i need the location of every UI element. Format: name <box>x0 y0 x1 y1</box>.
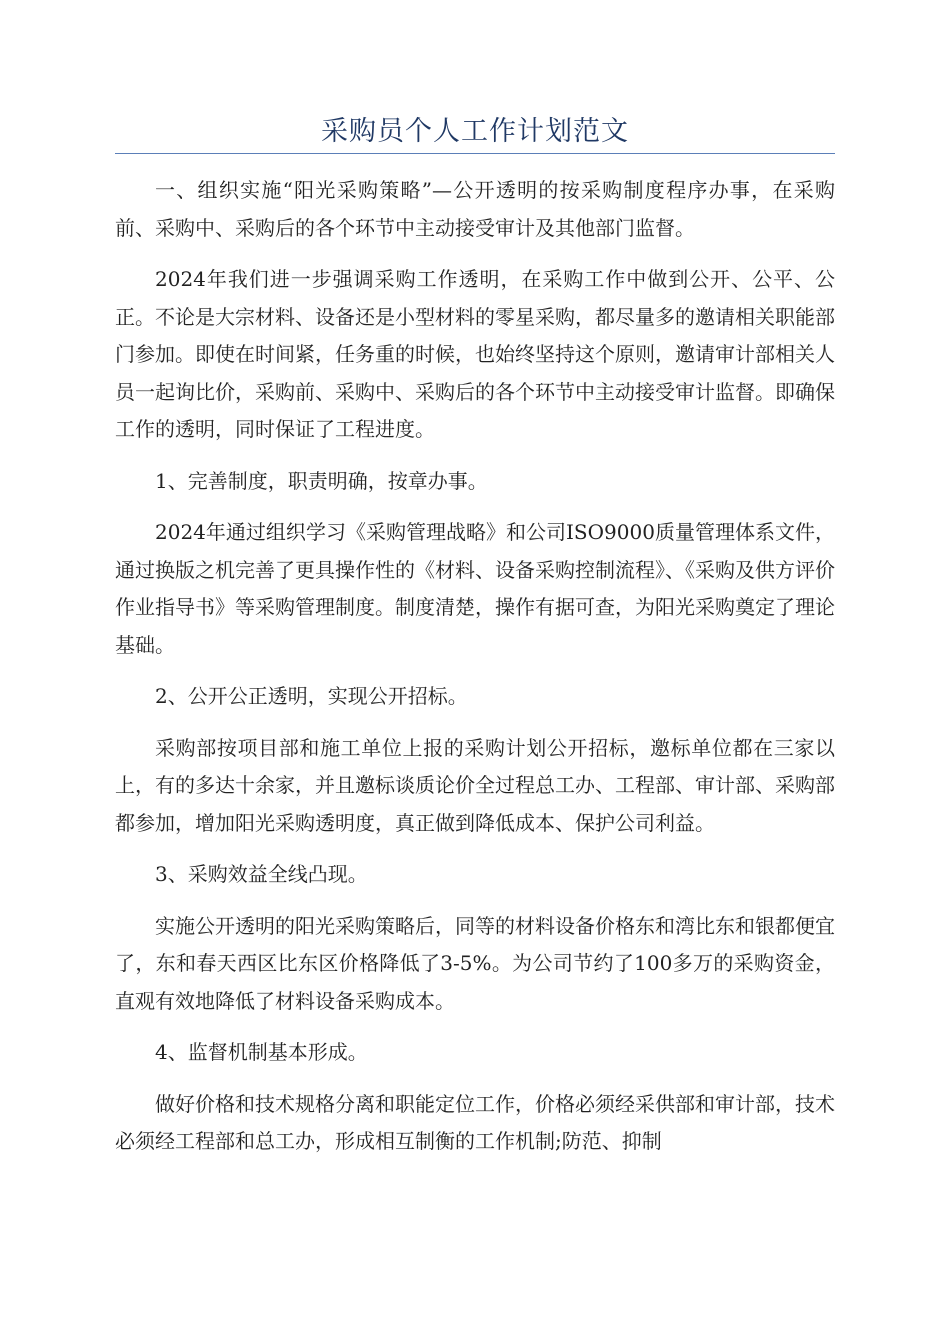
paragraph-3: 2024年通过组织学习《采购管理战略》和公司ISO9000质量管理体系文件，通过换版之机完善了更具操作性的《材料、设备采购控制流程》、《采购及供方评价作业指导书》等采购管理制度。制度清楚，操作有据可查，为阳光采购奠定了理论基础。 <box>115 520 835 657</box>
section-heading-4: 4、监督机制基本形成。 <box>155 1040 368 1064</box>
document-body <box>115 172 835 1175</box>
paragraph-4: 采购部按项目部和施工单位上报的采购计划公开招标，邀标单位都在三家以上，有的多达十余家，并且邀标谈质论价全过程总工办、工程部、审计部、采购部都参加，增加阳光采购透明度，真正做到降低成本、保护公司利益。 <box>115 735 835 835</box>
document-title: 采购员个人工作计划范文 <box>321 116 629 147</box>
paragraph-1: 一、组织实施“阳光采购策略”—公开透明的按采购制度程序办事，在采购前、采购中、采购后的各个环节中主动接受审计及其他部门监督。 <box>115 178 835 240</box>
title-underline <box>115 153 835 154</box>
paragraph-2: 2024年我们进一步强调采购工作透明，在采购工作中做到公开、公平、公正。不论是大宗材料、设备还是小型材料的零星采购，都尽量多的邀请相关职能部门参加。即使在时间紧，任务重的时候，也始终坚持这个原则，邀请审计部相关人员一起询比价，采购前、采购中、采购后的各个环节中主动接受审计监督。即确保工作的透明，同时保证了工程进度。 <box>115 267 835 441</box>
section-heading-3: 3、采购效益全线凸现。 <box>155 862 368 886</box>
section-heading-1: 1、完善制度，职责明确，按章办事。 <box>155 468 488 493</box>
section-heading-2: 2、公开公正透明，实现公开招标。 <box>155 684 468 708</box>
paragraph-5: 实施公开透明的阳光采购策略后，同等的材料设备价格东和湾比东和银都便宜了，东和春天西区比东区价格降低了3-5%。为公司节约了100多万的采购资金，直观有效地降低了材料设备采购成本。 <box>115 913 835 1013</box>
paragraph-6: 做好价格和技术规格分离和职能定位工作，价格必须经采供部和审计部，技术必须经工程部和总工办，形成相互制衡的工作机制;防范、抑制 <box>115 1091 835 1153</box>
